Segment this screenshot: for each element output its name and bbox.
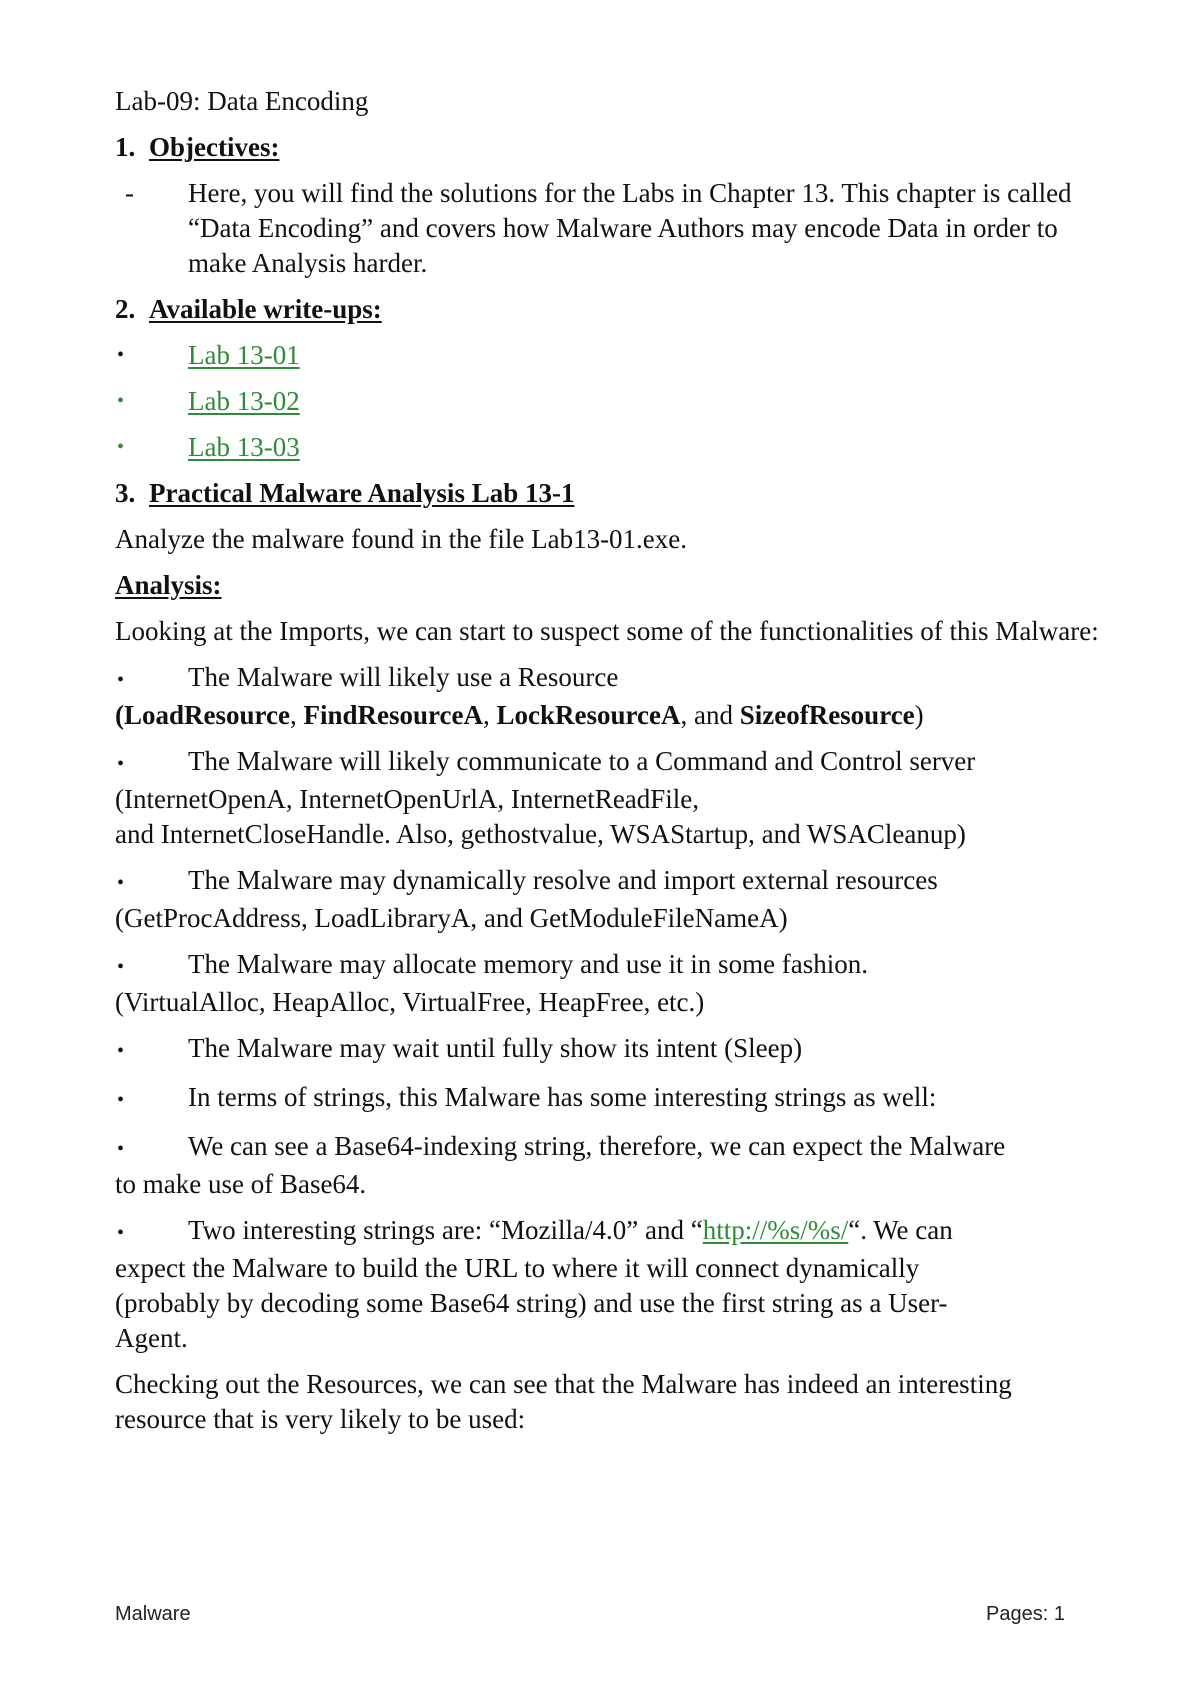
- section-number: 2.: [115, 294, 136, 324]
- footer-left: Malware: [115, 1603, 191, 1625]
- bullet-text: The Malware may allocate memory and use it in some fashion.: [188, 949, 869, 979]
- section-title: Objectives:: [149, 132, 280, 162]
- bullet-icon: •: [117, 1138, 125, 1160]
- bullet-line: and InternetCloseHandle. Also, gethostvalue, WSAStartup, and WSACleanup): [115, 819, 966, 849]
- bullet-strings: [115, 1080, 1100, 1118]
- bullet-text: The Malware will likely use a Resource: [188, 662, 619, 692]
- bullet-icon: •: [117, 390, 125, 412]
- bullet-text: “. We can: [848, 1215, 953, 1245]
- section-writeups-heading: [115, 292, 1100, 327]
- bullet-icon: •: [117, 956, 125, 978]
- page-footer: [115, 1597, 1065, 1632]
- writeup-link-13-02[interactable]: Lab 13-02: [188, 386, 300, 416]
- section-title: Available write-ups:: [149, 294, 382, 324]
- bullet-text: In terms of strings, this Malware has some interesting strings as well:: [188, 1082, 937, 1112]
- analysis-heading: Analysis:: [115, 570, 222, 600]
- resources-paragraph: Checking out the Resources, we can see that the Malware has indeed an interesting resource that is very likely to be used:: [115, 1369, 1012, 1434]
- bullet-dynamic: [115, 863, 1100, 936]
- bullet-base64: [115, 1129, 1100, 1202]
- section-title: Practical Malware Analysis Lab 13-1: [149, 478, 575, 508]
- bullet-text: The Malware may wait until fully show its intent (Sleep): [188, 1033, 803, 1063]
- section-number: 1.: [115, 132, 136, 162]
- footer-page-number: Pages: 1: [986, 1603, 1065, 1625]
- bullet-text: Two interesting strings are: “Mozilla/4.0” and “: [188, 1215, 703, 1245]
- bullet-line: (VirtualAlloc, HeapAlloc, VirtualFree, HeapFree, etc.): [115, 987, 705, 1017]
- writeup-link-13-03[interactable]: Lab 13-03: [188, 432, 300, 462]
- bullet-icon: •: [117, 872, 125, 894]
- document-title: Lab-09: Data Encoding: [115, 86, 369, 116]
- objectives-text: Here, you will find the solutions for the Labs in Chapter 13. This chapter is called “Data Encoding” and covers how Malware Authors may encode Data in order to make Analysis harder.: [188, 178, 1072, 278]
- bullet-line: (probably by decoding some Base64 string) and use the first string as a User-: [115, 1288, 948, 1318]
- writeup-item: [115, 384, 1100, 419]
- url-format-link[interactable]: http://%s/%s/: [702, 1215, 849, 1245]
- separator: ,: [290, 700, 304, 730]
- bullet-line: expect the Malware to build the URL to where it will connect dynamically: [115, 1253, 920, 1283]
- bullet-line: to make use of Base64.: [115, 1169, 367, 1199]
- imports-paragraph: Looking at the Imports, we can start to suspect some of the functionalities of this Malware:: [115, 616, 1099, 646]
- writeup-item: [115, 338, 1100, 373]
- bullet-icon: •: [117, 753, 125, 775]
- bullet-icon: •: [117, 1089, 125, 1111]
- paren-close: ): [914, 700, 924, 730]
- api-name: LockResourceA: [496, 700, 681, 730]
- bullet-c2: [115, 744, 1100, 852]
- bullet-text: The Malware will likely communicate to a Command and Control server: [188, 746, 976, 776]
- bullet-line: (GetProcAddress, LoadLibraryA, and GetModuleFileNameA): [115, 903, 788, 933]
- bullet-icon: •: [117, 1040, 125, 1062]
- bullet-icon: •: [117, 344, 125, 366]
- bullet-line: Agent.: [115, 1323, 188, 1353]
- bullet-icon: •: [117, 1222, 125, 1244]
- separator: ,: [483, 700, 497, 730]
- bullet-sleep: [115, 1031, 1100, 1069]
- bullet-resource: [115, 660, 1100, 733]
- writeup-link-13-01[interactable]: Lab 13-01: [188, 340, 300, 370]
- separator: , and: [680, 700, 740, 730]
- document-body: [115, 84, 1100, 1437]
- section-practical-heading: [115, 476, 1100, 511]
- paren-open: (: [115, 700, 124, 730]
- api-name: SizeofResource: [739, 700, 915, 730]
- intro-paragraph: Analyze the malware found in the file Lab13-01.exe.: [115, 524, 688, 554]
- section-objectives-heading: [115, 130, 1100, 165]
- bullet-text: The Malware may dynamically resolve and import external resources: [188, 865, 938, 895]
- bullet-line: (InternetOpenA, InternetOpenUrlA, InternetReadFile,: [115, 784, 700, 814]
- bullet-useragent: [115, 1213, 1100, 1356]
- api-name: FindResourceA: [303, 700, 483, 730]
- bullet-icon: •: [117, 436, 125, 458]
- bullet-text: We can see a Base64-indexing string, therefore, we can expect the Malware: [188, 1131, 1006, 1161]
- api-name: LoadResource: [124, 700, 290, 730]
- dash-marker: -: [125, 178, 134, 208]
- section-number: 3.: [115, 478, 136, 508]
- resource-api-list: [115, 698, 1100, 733]
- bullet-icon: •: [117, 669, 125, 691]
- objectives-item: [115, 176, 1100, 281]
- bullet-memory: [115, 947, 1100, 1020]
- writeup-item: [115, 430, 1100, 465]
